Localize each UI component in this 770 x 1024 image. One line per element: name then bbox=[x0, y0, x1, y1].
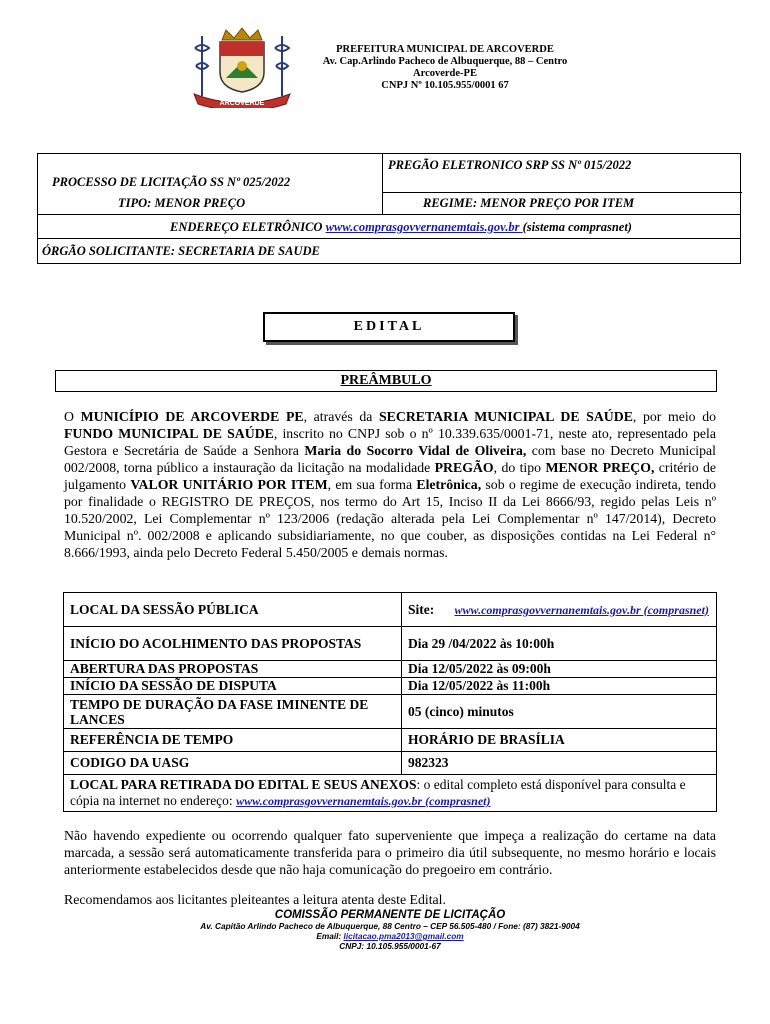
edital-title: EDITAL bbox=[263, 312, 515, 342]
divider bbox=[382, 154, 383, 214]
footer-commission: COMISSÃO PERMANENTE DE LICITAÇÃO bbox=[274, 909, 506, 921]
table-cell-label: REFERÊNCIA DE TEMPO bbox=[64, 729, 402, 751]
table-cell-value: 05 (cinco) minutos bbox=[408, 703, 514, 719]
footer-cnpj: CNPJ: 10.105.955/0001-67 bbox=[339, 941, 441, 951]
footer-email-link[interactable]: licitacao.pma2013@gmail.com bbox=[343, 931, 464, 941]
retirada-edital-cell bbox=[64, 775, 716, 811]
divider bbox=[382, 192, 742, 193]
table-cell-label: INÍCIO DA SESSÃO DE DISPUTA bbox=[64, 678, 402, 694]
process-info-box bbox=[37, 153, 741, 264]
table-cell-value: 982323 bbox=[408, 755, 449, 770]
processo-number: PROCESSO DE LICITAÇÃO SS Nº 025/2022 bbox=[52, 175, 291, 189]
site-link[interactable]: www.comprasgovvernanemtais.gov.br (comprasnet) bbox=[454, 602, 709, 617]
retirada-label: LOCAL PARA RETIRADA DO EDITAL E SEUS ANEXOS bbox=[70, 777, 417, 792]
divider bbox=[38, 214, 740, 215]
footer-address: Av. Capitão Arlindo Pacheco de Albuquerque, 88 Centro – CEP 56.505-480 / Fone: (87) 3821-9004 bbox=[200, 921, 580, 931]
table-cell-label: CODIGO DA UASG bbox=[64, 752, 402, 774]
retirada-text: : o edital completo está disponível para consulta e cópia na internet no endereço: bbox=[70, 777, 686, 808]
table-row bbox=[64, 593, 716, 627]
city-hall-cnpj: CNPJ Nº 10.105.955/0001 67 bbox=[381, 80, 509, 91]
divider bbox=[38, 238, 740, 239]
orgao-solicitante: ÓRGÃO SOLICITANTE: SECRETARIA DE SAUDE bbox=[42, 244, 320, 258]
table-cell-label: LOCAL DA SESSÃO PÚBLICA bbox=[64, 593, 402, 626]
pregao-number: PREGÃO ELETRONICO SRP SS Nº 015/2022 bbox=[388, 158, 632, 172]
table-row bbox=[64, 752, 716, 775]
session-info-table bbox=[63, 592, 717, 812]
electronic-address-suffix: (sistema comprasnet) bbox=[522, 220, 632, 234]
site-label: Site: bbox=[408, 601, 435, 617]
table-cell-label: TEMPO DE DURAÇÃO DA FASE IMINENTE DE LANCES bbox=[64, 695, 402, 728]
table-cell-value: HORÁRIO DE BRASÍLIA bbox=[408, 732, 565, 747]
table-cell-value bbox=[402, 593, 716, 626]
header-block bbox=[300, 44, 590, 92]
city-hall-name: PREFEITURA MUNICIPAL DE ARCOVERDE bbox=[336, 44, 554, 55]
table-row bbox=[64, 627, 716, 661]
table-cell-label: ABERTURA DAS PROPOSTAS bbox=[64, 661, 402, 677]
table-row bbox=[64, 729, 716, 752]
table-cell-value: Dia 12/05/2022 às 09:00h bbox=[408, 661, 551, 676]
table-cell-value: Dia 12/05/2022 às 11:00h bbox=[408, 678, 551, 693]
comprasnet-link[interactable]: www.comprasgovvernanemtais.gov.br bbox=[325, 220, 523, 234]
table-row bbox=[64, 775, 716, 811]
table-cell-value: Dia 29 /04/2022 às 10:00h bbox=[408, 635, 555, 651]
preambulo-title: PREÂMBULO bbox=[55, 370, 717, 392]
table-cell-label: INÍCIO DO ACOLHIMENTO DAS PROPOSTAS bbox=[64, 627, 402, 660]
tipo-label: TIPO: MENOR PREÇO bbox=[118, 196, 246, 210]
preambulo-paragraph: O MUNICÍPIO DE ARCOVERDE PE, através da SECRETARIA MUNICIPAL DE SAÚDE, por meio do FUNDO MUNICIPAL DE SAÚDE, inscrito no CNPJ sob o nº 10.339.635/0001-71, neste ato, representado pela Gestora e Secretária de Saúde a Senhora Maria do Socorro Vidal de Oliveira, com base no Decreto Municipal 002/2008, torna público a instauração da licitação na modalidade PREGÃO, do tipo MENOR PREÇO, critério de julgamento VALOR UNITÁRIO POR ITEM, em sua forma Eletrônica, sob o regime de execução indireta, tendo por finalidade o REGISTRO DE PREÇOS, nos termo do Art 15, Inciso II da Lei 8666/93, regido pelas Leis nº 10.520/2002, Lei Complementar nº 123/2006 (redação alterada pela Lei Complementar nº 147/2014), Decreto Municipal nº. 002/2008 e aplicando subsidiariamente, no que couber, as disposições contidas na Lei Federal n° 8.666/1993, ainda pelo Decreto Federal 5.450/2005 e demais normas. bbox=[64, 409, 717, 560]
coat-of-arms-logo bbox=[186, 26, 298, 108]
electronic-address-label: ENDEREÇO ELETRÔNICO bbox=[170, 220, 326, 234]
svg-text:ARCOVERDE: ARCOVERDE bbox=[219, 100, 265, 107]
city-hall-city: Arcoverde-PE bbox=[413, 68, 477, 79]
footer bbox=[100, 909, 680, 951]
electronic-address bbox=[170, 220, 632, 235]
retirada-link[interactable]: www.comprasgovvernanemtais.gov.br (comprasnet) bbox=[236, 794, 491, 808]
recommendation-paragraph: Recomendamos aos licitantes pleiteantes a leitura atenta deste Edital. bbox=[64, 892, 446, 907]
table-row bbox=[64, 661, 716, 678]
postponement-paragraph: Não havendo expediente ou ocorrendo qualquer fato superveniente que impeça a realização do certame na data marcada, a sessão será automaticamente transferida para o primeiro dia útil subsequente, no mesmo horário e locais anteriormente estabelecidos desde que não haja comunicação do pregoeiro em contrário. bbox=[64, 828, 716, 877]
city-hall-address: Av. Cap.Arlindo Pacheco de Albuquerque, 88 – Centro bbox=[322, 56, 568, 67]
regime-label: REGIME: MENOR PREÇO POR ITEM bbox=[423, 196, 635, 210]
table-row bbox=[64, 678, 716, 695]
footer-email-line: Email: licitacao.pma2013@gmail.com bbox=[316, 931, 464, 941]
table-row bbox=[64, 695, 716, 729]
